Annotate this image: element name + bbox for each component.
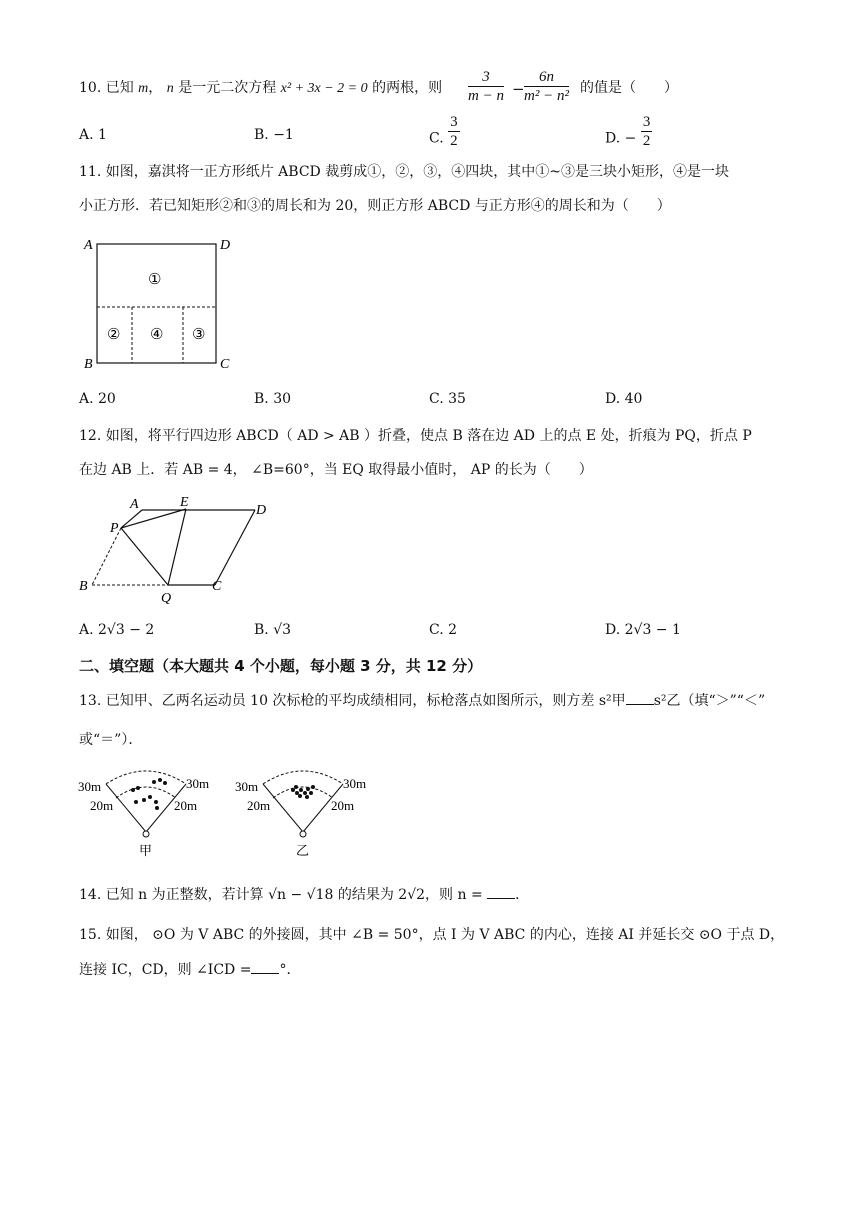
region-1: ① [148, 272, 162, 288]
fraction-3-over-m-minus-n: $\frac{3}{m - n}$ [468, 69, 504, 104]
question-15-line-1: 15. 如图， ⊙O 为 V ABC 的外接圆，其中 ∠B = 50°，点 I 为 V ABC 的内心，连接 AI 并延长交 ⊙O 于点 D， [79, 927, 785, 943]
label-20m-left: 20m [90, 798, 114, 813]
figure-jia [78, 771, 209, 858]
label-20m-right: 20m [174, 798, 198, 813]
region-3: ③ [192, 327, 206, 343]
q11-option-a[interactable]: A. 20 [79, 391, 116, 407]
label-20m-left-yi: 20m [247, 798, 271, 813]
q11-option-d[interactable]: D. 40 [605, 391, 643, 407]
q12-option-d[interactable]: D. 2√3 − 1 [605, 622, 681, 638]
region-2: ② [107, 327, 121, 343]
label-d: D [256, 503, 267, 518]
label-e: E [180, 495, 189, 510]
label-30m-right: 30m [186, 776, 210, 791]
minus-sign: − [512, 80, 525, 98]
region-4: ④ [150, 327, 164, 343]
label-b: B [79, 579, 88, 594]
q11-option-b[interactable]: B. 30 [254, 391, 292, 407]
question-13-line-2: 或“＝”）． [79, 732, 143, 748]
question-14: 14. 已知 n 为正整数，若计算 √n − √18 的结果为 2√2，则 n = ． [79, 884, 529, 905]
label-a: A [130, 497, 139, 512]
label-p: P [110, 521, 119, 536]
label-a: A [84, 238, 93, 253]
section-title-fill-in: 二、填空题（本大题共 4 个小题，每小题 3 分，共 12 分） [79, 657, 483, 675]
question-10-tail: 的值是（ ） [580, 80, 678, 96]
question-10-stem: 10. 已知 m， n 是一元二次方程 x² + 3x − 2 = 0 的两根，则 [79, 80, 443, 96]
q12-option-c[interactable]: C. 2 [429, 622, 458, 638]
parallelogram-fold-figure [75, 492, 275, 604]
fraction-6n-over-m2-minus-n2: $\frac{6n}{\text{m² − n²}}$ [524, 69, 569, 104]
label-30m-left: 30m [78, 779, 102, 794]
label-b: B [84, 357, 93, 372]
q10-option-a[interactable]: A. 1 [79, 127, 107, 143]
q11-option-c[interactable]: C. 35 [429, 391, 466, 407]
q10-option-d[interactable]: D. − $\frac{3}{2}$ [605, 114, 651, 149]
label-q: Q [161, 591, 172, 604]
label-c: C [220, 357, 230, 372]
label-20m-right-yi: 20m [331, 798, 355, 813]
label-jia: 甲 [139, 843, 153, 858]
square-cut-figure [80, 234, 240, 374]
question-11-line-1: 11. 如图，嘉淇将一正方形纸片 ABCD 裁剪成①，②，③，④四块，其中①~③是三块小矩形，④是一块 [79, 164, 729, 180]
label-d: D [220, 238, 231, 253]
question-13-line-1: 13. 已知甲、乙两名运动员 10 次标枪的平均成绩相同，标枪落点如图所示，则方差 s²甲 s²乙（填“＞”“＜” [79, 690, 765, 711]
figure-yi [235, 771, 366, 858]
q10-option-c[interactable]: C. $\frac{3}{2}$ [429, 114, 458, 149]
q12-option-b[interactable]: B. √3 [254, 622, 292, 638]
javelin-landing-figure [78, 762, 378, 860]
q12-option-a[interactable]: A. 2√3 − 2 [79, 622, 155, 638]
label-30m-right-yi: 30m [343, 776, 367, 791]
question-12-line-1: 12. 如图，将平行四边形 ABCD（ AD > AB ）折叠，使点 B 落在边 AD 上的点 E 处，折痕为 PQ，折点 P [79, 428, 752, 444]
label-yi: 乙 [296, 843, 310, 858]
question-15-line-2: 连接 IC，CD，则 ∠ICD = °． [79, 959, 300, 980]
label-c: C [212, 579, 222, 594]
q10-option-b[interactable]: B. −1 [254, 127, 294, 143]
question-11-line-2: 小正方形．若已知矩形②和③的周长和为 20，则正方形 ABCD 与正方形④的周长和为（ ） [79, 198, 671, 214]
question-12-line-2: 在边 AB 上．若 AB = 4， ∠B=60°，当 EQ 取得最小值时， AP 的长为（ ） [79, 462, 593, 478]
label-30m-left-yi: 30m [235, 779, 259, 794]
